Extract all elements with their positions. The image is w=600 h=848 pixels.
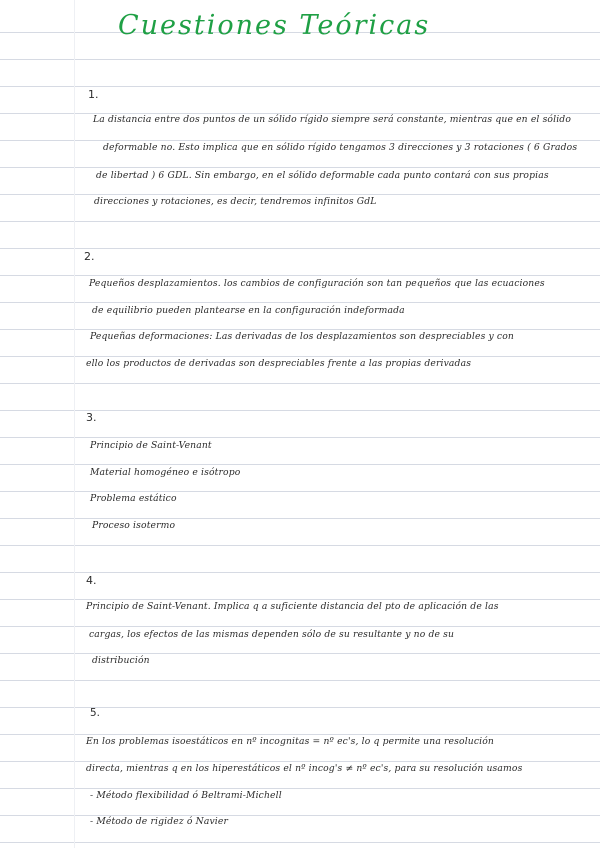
section-5-number: 5. [90, 707, 100, 719]
section-1-line-3: de libertad ) 6 GDL. Sin embargo, en el sólido deformable cada punto contará con sus propias [96, 170, 549, 181]
section-4-number: 4. [86, 574, 97, 587]
section-1-number: 1. [88, 88, 99, 101]
section-4-line-3: distribución [92, 655, 150, 666]
section-3-line-2: Material homogéneo e isótropo [90, 467, 241, 478]
section-5-line-3: - Método flexibilidad ó Beltrami-Michell [90, 790, 282, 801]
section-3-number: 3. [86, 411, 97, 424]
section-1-line-1: La distancia entre dos puntos de un sólido rígido siempre será constante, mientras que en el sólido [93, 114, 572, 125]
section-3-line-4: Proceso isotermo [92, 520, 176, 531]
section-2-line-4: ello los productos de derivadas son despreciables frente a las propias derivadas [86, 358, 472, 369]
section-2-line-2: de equilibrio pueden plantearse en la configuración indeformada [92, 305, 405, 316]
section-3-line-3: Problema estático [90, 493, 177, 504]
margin-line [74, 0, 75, 848]
section-1-line-2: deformable no. Esto implica que en sólido rígido tengamos 3 direcciones y 3 rotaciones ( 6 Grados [103, 142, 578, 153]
section-3-line-1: Principio de Saint-Venant [90, 440, 212, 451]
section-5-line-4: - Método de rigidez ó Navier [90, 816, 229, 827]
section-2-line-3: Pequeñas deformaciones: Las derivadas de los desplazamientos son despreciables y con [90, 331, 514, 342]
section-4-line-1: Principio de Saint-Venant. Implica q a suficiente distancia del pto de aplicación de las [86, 601, 499, 612]
section-5-line-1: En los problemas isoestáticos en nº incognitas = nº ec's, lo q permite una resolución [86, 736, 494, 747]
section-5-line-2: directa, mientras q en los hiperestáticos el nº incog's ≠ nº ec's, para su resolución usamos [86, 763, 523, 774]
section-4-line-2: cargas, los efectos de las mismas dependen sólo de su resultante y no de su [89, 629, 455, 640]
section-1-line-4: direcciones y rotaciones, es decir, tendremos infinitos GdL [94, 196, 377, 207]
section-2-number: 2. [84, 250, 95, 263]
page-title: Cuestiones Teóricas [118, 10, 431, 41]
section-2-line-1: Pequeños desplazamientos. los cambios de configuración son tan pequeños que las ecuaciones [89, 278, 545, 289]
